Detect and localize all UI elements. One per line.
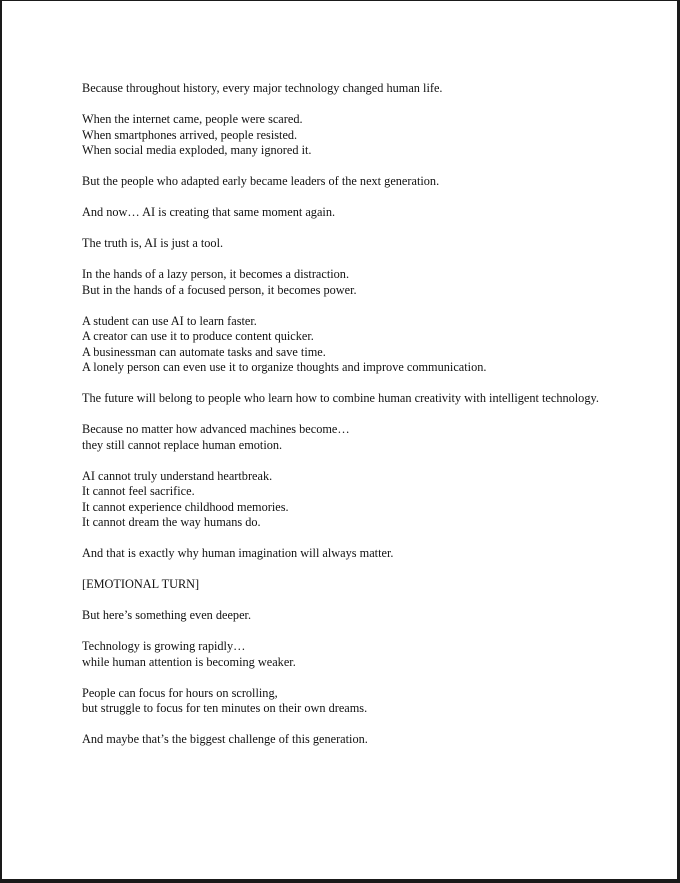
text-line: but struggle to focus for ten minutes on their own dreams. bbox=[82, 701, 368, 715]
text-line: AI cannot truly understand heartbreak. bbox=[82, 468, 273, 483]
paragraph bbox=[82, 112, 602, 159]
paragraph bbox=[82, 639, 602, 670]
text-line: It cannot experience childhood memories. bbox=[82, 499, 289, 514]
text-line: Technology is growing rapidly… bbox=[82, 639, 246, 653]
text-line: A creator can use it to produce content quicker. bbox=[82, 329, 314, 343]
text-line: The truth is, AI is just a tool. bbox=[82, 236, 224, 250]
text-line: A businessman can automate tasks and save time. bbox=[82, 344, 326, 359]
paragraph bbox=[82, 314, 602, 376]
paragraph bbox=[82, 205, 602, 221]
text-line: People can focus for hours on scrolling, bbox=[82, 685, 278, 700]
paragraph bbox=[82, 469, 602, 531]
text-line: And maybe that’s the biggest challenge of this generation. bbox=[82, 732, 368, 746]
text-line: But in the hands of a focused person, it becomes power. bbox=[82, 282, 357, 297]
text-line: But the people who adapted early became leaders of the next generation. bbox=[82, 174, 440, 188]
text-line: [EMOTIONAL TURN] bbox=[82, 577, 200, 591]
text-line: In the hands of a lazy person, it becomes a distraction. bbox=[82, 267, 350, 281]
document-body bbox=[82, 81, 602, 763]
text-line: A student can use AI to learn faster. bbox=[82, 313, 257, 328]
paragraph bbox=[82, 686, 602, 717]
paragraph bbox=[82, 422, 602, 453]
paragraph bbox=[82, 174, 602, 190]
text-line: But here’s something even deeper. bbox=[82, 608, 252, 622]
text-line: It cannot feel sacrifice. bbox=[82, 484, 195, 498]
text-line: When smartphones arrived, people resisted. bbox=[82, 127, 298, 142]
paragraph bbox=[82, 267, 602, 298]
text-line: And now… AI is creating that same moment again. bbox=[82, 205, 336, 219]
text-line: When social media exploded, many ignored it. bbox=[82, 143, 312, 157]
paragraph bbox=[82, 546, 602, 562]
text-line: When the internet came, people were scared. bbox=[82, 112, 303, 126]
text-line: It cannot dream the way humans do. bbox=[82, 515, 261, 529]
text-line: Because throughout history, every major technology changed human life. bbox=[82, 81, 443, 95]
text-line: they still cannot replace human emotion. bbox=[82, 437, 283, 452]
text-line: while human attention is becoming weaker. bbox=[82, 654, 296, 669]
text-line: The future will belong to people who learn how to combine human creativity with intelligent technology. bbox=[82, 391, 599, 405]
paragraph bbox=[82, 608, 602, 624]
paragraph bbox=[82, 391, 602, 407]
paragraph bbox=[82, 236, 602, 252]
paragraph bbox=[82, 577, 602, 593]
paragraph bbox=[82, 81, 602, 97]
text-line: A lonely person can even use it to organize thoughts and improve communication. bbox=[82, 360, 487, 374]
paragraph bbox=[82, 732, 602, 748]
text-line: Because no matter how advanced machines become… bbox=[82, 422, 350, 436]
text-line: And that is exactly why human imagination will always matter. bbox=[82, 546, 394, 560]
